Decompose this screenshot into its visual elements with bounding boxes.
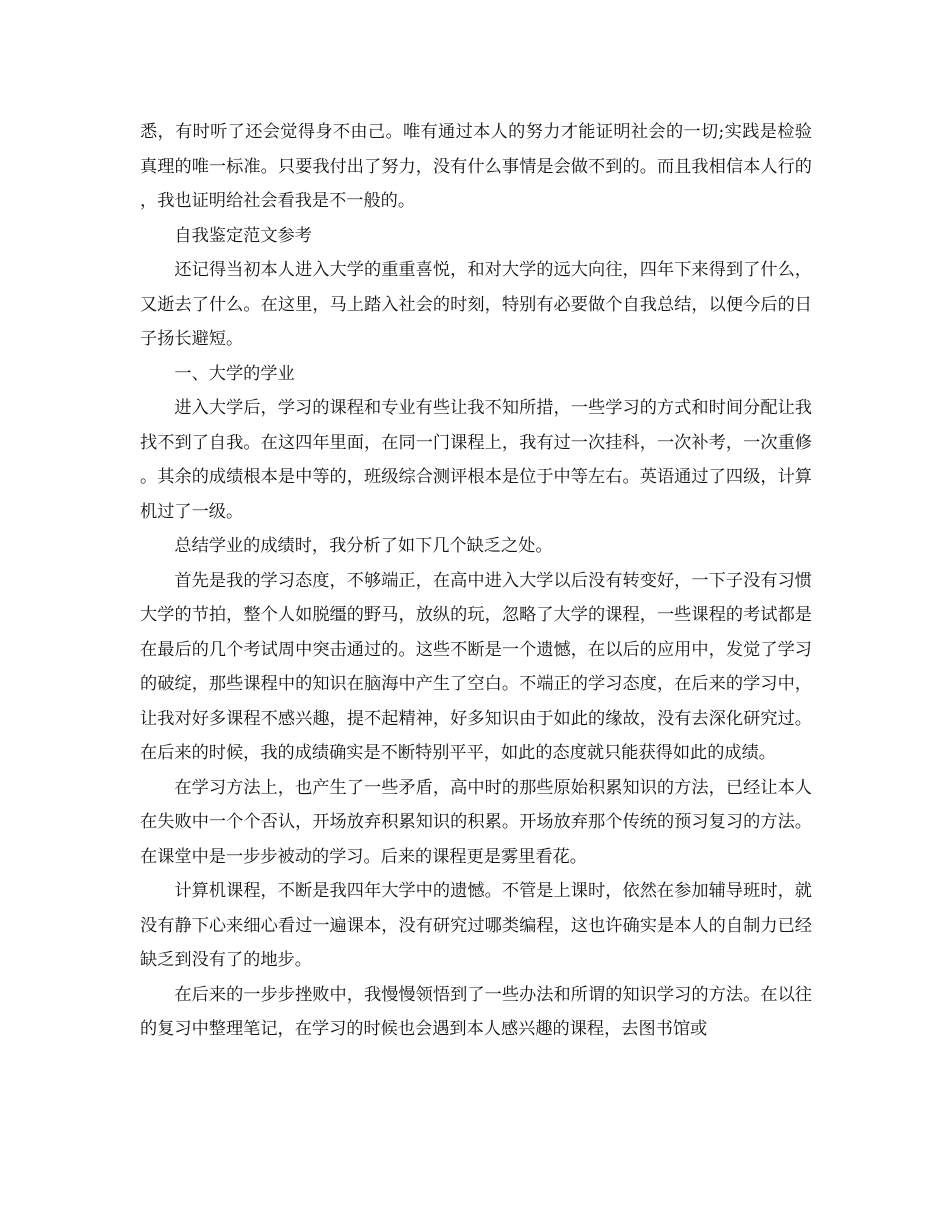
document-body <box>140 115 812 1047</box>
paragraph-7: 首先是我的学习态度，不够端正，在高中进入大学以后没有转变好，一下子没有习惯大学的节拍，整个人如脱缰的野马，放纵的玩，忽略了大学的课程，一些课程的考试都是在最后的几个考试周中突击通过的。这些不断是一个遗憾，在以后的应用中，发觉了学习的破绽，那些课程中的知识在脑海中产生了空白。不端正的学习态度，在后来的学习中，让我对好多课程不感兴趣，提不起精神，好多知识由于如此的缘故，没有去深化研究过。在后来的时候，我的成绩确实是不断特别平平，如此的态度就只能获得如此的成绩。 <box>140 570 812 763</box>
paragraph-10: 在后来的一步步挫败中，我慢慢领悟到了一些办法和所谓的知识学习的方法。在以往的复习中整理笔记，在学习的时候也会遇到本人感兴趣的课程，去图书馆或 <box>140 984 812 1039</box>
paragraph-6: 总结学业的成绩时，我分析了如下几个缺乏之处。 <box>174 536 553 556</box>
paragraph-9: 计算机课程，不断是我四年大学中的遗憾。不管是上课时，依然在参加辅导班时，就没有静下心来细心看过一遍课本，没有研究过哪类编程，这也许确实是本人的自制力已经缺乏到没有了的地步。 <box>140 881 812 970</box>
section-heading-university-studies: 一、大学的学业 <box>174 363 295 384</box>
paragraph-5: 进入大学后，学习的课程和专业有些让我不知所措，一些学习的方式和时间分配让我找不到了自我。在这四年里面，在同一门课程上，我有过一次挂科，一次补考，一次重修。其余的成绩根本是中等的，班级综合测评根本是位于中等左右。英语通过了四级，计算机过了一级。 <box>140 398 812 522</box>
paragraph-8: 在学习方法上，也产生了一些矛盾，高中时的那些原始积累知识的方法，已经让本人在失败中一个个否认，开场放弃积累知识的积累。开场放弃那个传统的预习复习的方法。在课堂中是一步步被动的学习。后来的课程更是雾里看花。 <box>140 777 812 867</box>
section-heading-self-appraisal: 自我鉴定范文参考 <box>174 225 312 246</box>
paragraph-3: 还记得当初本人进入大学的重重喜悦，和对大学的远大向往，四年下来得到了什么，又逝去了什么。在这里，马上踏入社会的时刻，特别有必要做个自我总结，以便今后的日子扬长避短。 <box>140 260 812 349</box>
paragraph-1: 悉，有时听了还会觉得身不由己。唯有通过本人的努力才能证明社会的一切;实践是检验真理的唯一标准。只要我付出了努力，没有什么事情是会做不到的。而且我相信本人行的，我也证明给社会看我是不一般的。 <box>140 122 812 211</box>
